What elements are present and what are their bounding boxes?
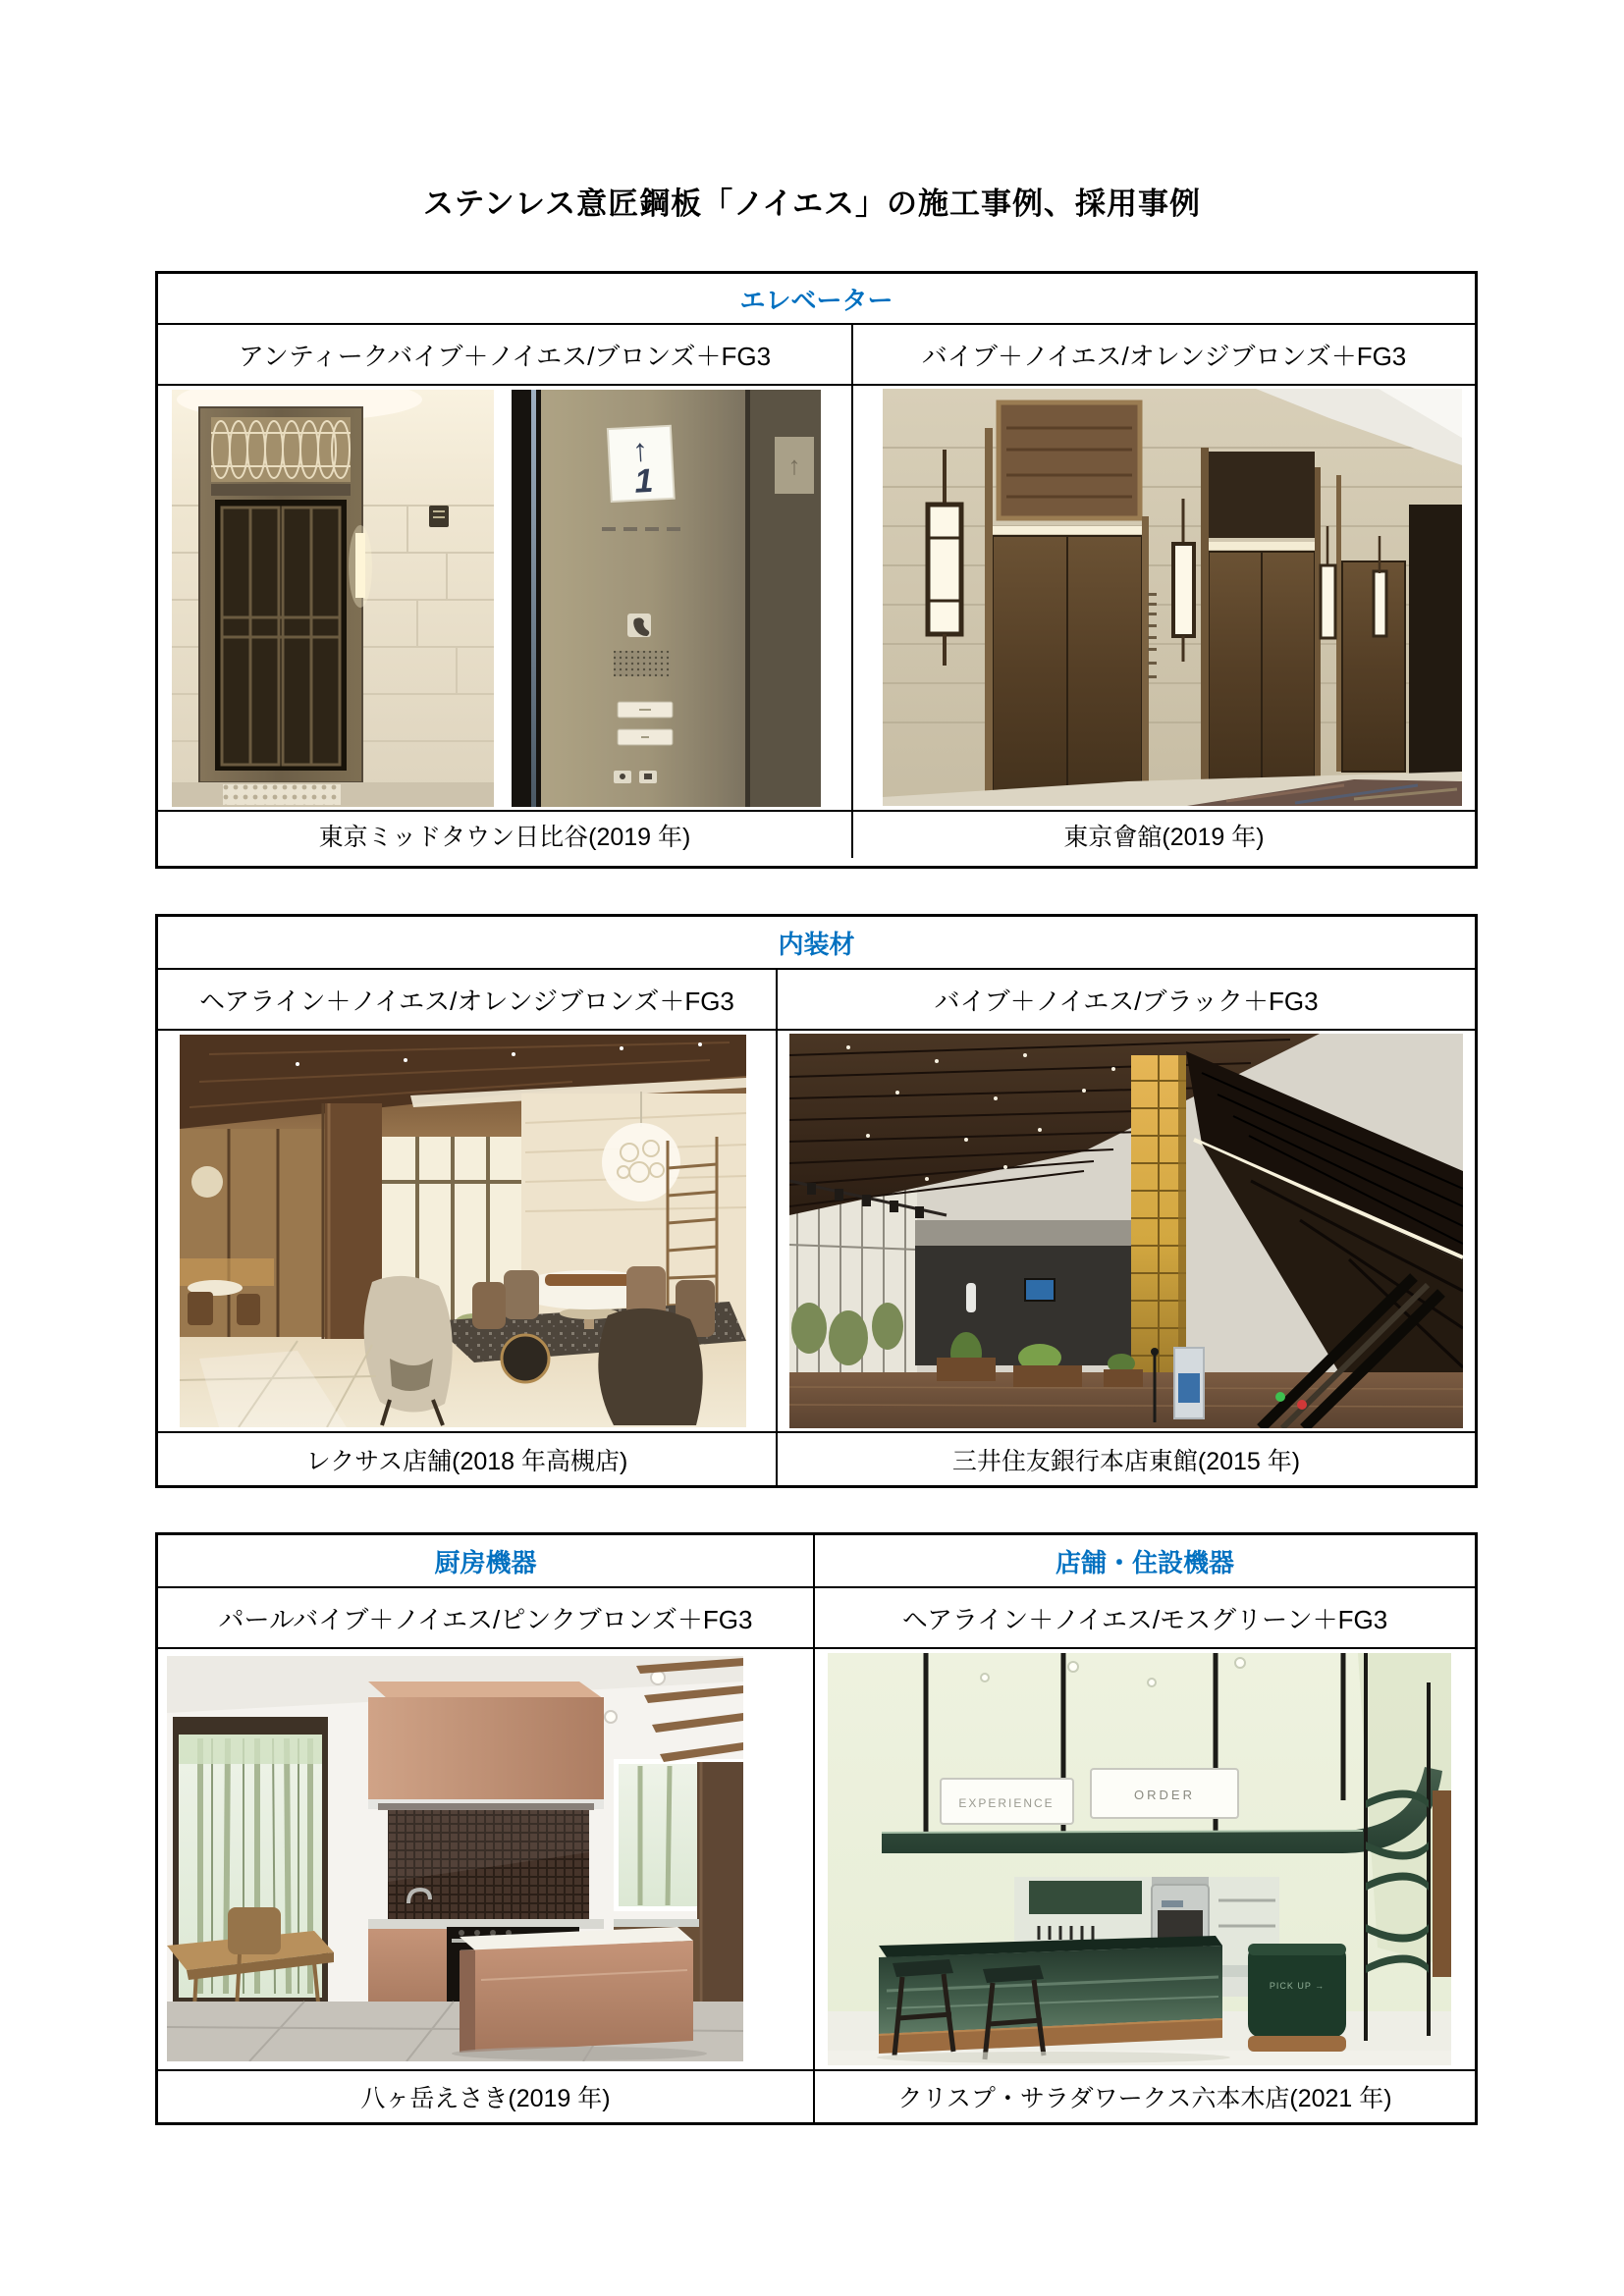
spec-label: バイブ＋ノイエス/ブラック＋FG3 bbox=[778, 970, 1475, 1031]
spec-label: ヘアライン＋ノイエス/モスグリーン＋FG3 bbox=[815, 1588, 1475, 1649]
table-interior-header: 内装材 bbox=[158, 917, 1475, 970]
lightbox-sign-experience bbox=[941, 1779, 1073, 1824]
photo-caption: クリスプ・サラダワークス六本木店(2021 年) bbox=[897, 2085, 1392, 2112]
table-interior-left-column bbox=[158, 970, 776, 1485]
svg-text:↑: ↑ bbox=[787, 451, 801, 480]
photo-elevator-panel-closeup bbox=[512, 390, 821, 807]
photo-bank-lobby bbox=[789, 1034, 1463, 1428]
photo-cell bbox=[158, 1031, 776, 1433]
photo-antique-elevator-door bbox=[172, 390, 494, 807]
page-title: ステンレス意匠鋼板「ノイエス」の施工事例、採用事例 bbox=[422, 187, 1202, 221]
spec-label: アンティークバイブ＋ノイエス/ブロンズ＋FG3 bbox=[158, 325, 851, 386]
photo-cell bbox=[815, 1649, 1475, 2071]
kitchen-island bbox=[452, 1927, 707, 2060]
table-elevator bbox=[155, 271, 1478, 869]
spec-label: パールバイブ＋ノイエス/ピンクブロンズ＋FG3 bbox=[158, 1588, 813, 1649]
photo-caption: 東京會舘(2019 年) bbox=[1063, 823, 1265, 851]
photo-elevator-hall bbox=[883, 389, 1462, 806]
pickup-kiosk bbox=[1248, 1944, 1346, 2052]
photo-salad-shop bbox=[828, 1653, 1451, 2065]
photo-caption: 東京ミッドタウン日比谷(2019 年) bbox=[318, 823, 691, 851]
photo-caption: 八ヶ岳えさき(2019 年) bbox=[360, 2085, 611, 2112]
table-kitchen-shop bbox=[155, 1532, 1478, 2125]
svg-text:ORDER: ORDER bbox=[1134, 1788, 1195, 1802]
front-counter bbox=[879, 1936, 1222, 2054]
table-interior bbox=[155, 914, 1478, 1488]
lightbox-sign-order bbox=[1091, 1769, 1238, 1818]
pickup-sign-text: PICK UP → bbox=[1269, 1981, 1326, 1991]
table-shop-header: 店舗・住設機器 bbox=[815, 1535, 1475, 1588]
photo-caption: 三井住友銀行本店東館(2015 年) bbox=[951, 1447, 1301, 1475]
photo-cell bbox=[853, 386, 1475, 812]
photo-caption: レクサス店舗(2018 年高槻店) bbox=[305, 1447, 628, 1475]
svg-text:EXPERIENCE: EXPERIENCE bbox=[958, 1796, 1055, 1810]
photo-lexus-lounge bbox=[180, 1035, 746, 1427]
photo-cell bbox=[158, 386, 851, 812]
table-kitchen-column bbox=[158, 1535, 813, 2122]
table-shop-column bbox=[813, 1535, 1475, 2122]
table-kitchen-header: 厨房機器 bbox=[158, 1535, 813, 1588]
spec-label: ヘアライン＋ノイエス/オレンジブロンズ＋FG3 bbox=[158, 970, 776, 1031]
photo-cell bbox=[158, 1649, 813, 2071]
floor-sign-arrow: ↑ bbox=[631, 432, 649, 468]
photo-kitchen bbox=[167, 1656, 743, 2061]
table-elevator-left-column bbox=[158, 325, 851, 858]
floor-sign-number: 1 bbox=[633, 461, 655, 501]
photo-cell bbox=[778, 1031, 1475, 1433]
spec-label: バイブ＋ノイエス/オレンジブロンズ＋FG3 bbox=[853, 325, 1475, 386]
table-elevator-header: エレベーター bbox=[158, 274, 1475, 325]
table-interior-right-column bbox=[776, 970, 1475, 1485]
table-elevator-right-column bbox=[851, 325, 1475, 858]
